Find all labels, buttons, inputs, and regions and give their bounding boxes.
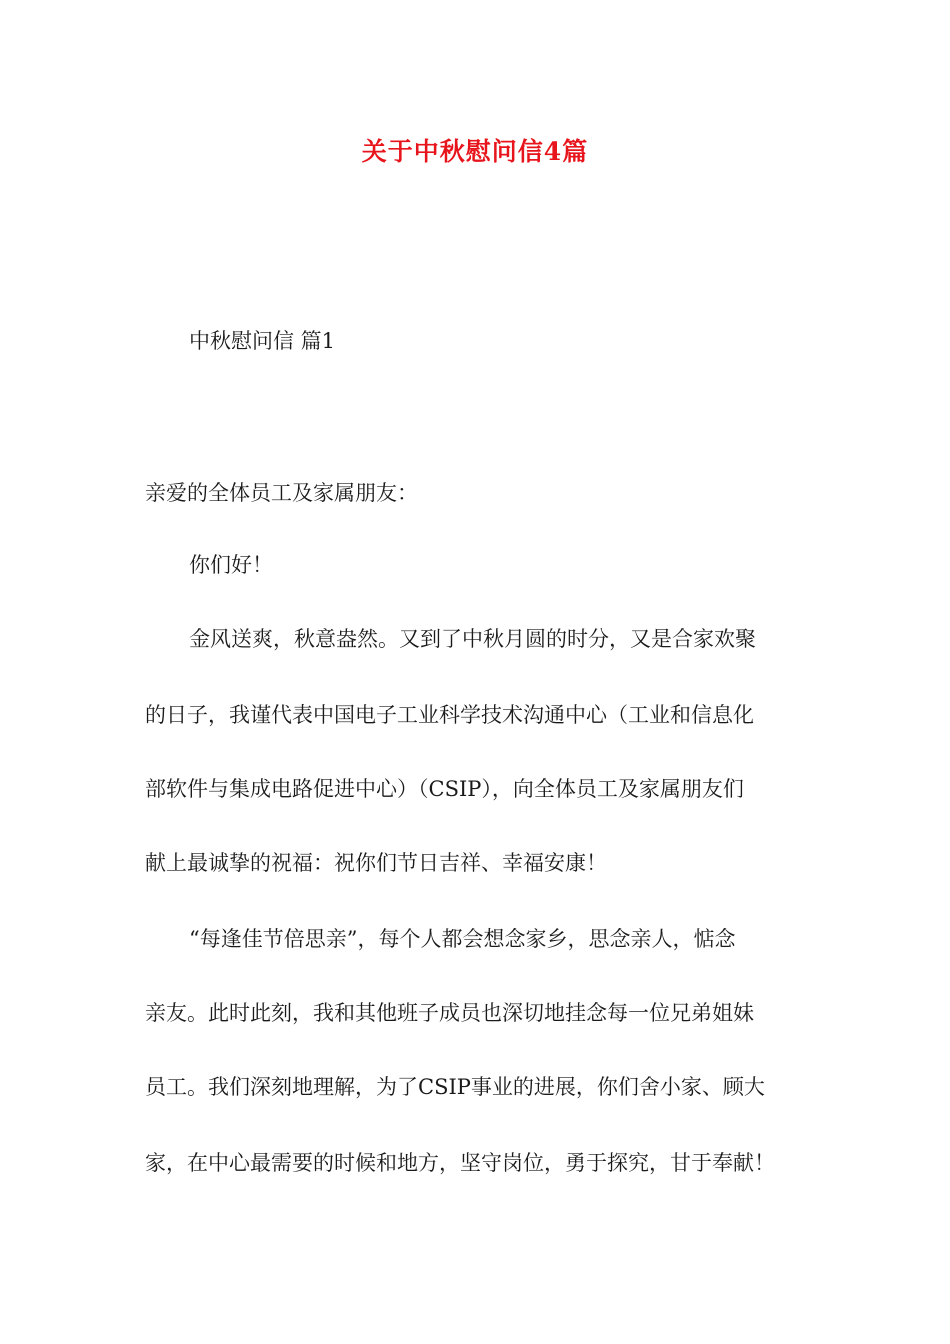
salutation: 亲爱的全体员工及家属朋友：: [145, 481, 418, 505]
greeting: 你们好！: [189, 553, 273, 577]
section-heading: 中秋慰问信 篇1: [189, 329, 336, 353]
paragraph-2-line-3: 员工。我们深刻地理解，为了CSIP事业的进展，你们舍小家、顾大: [145, 1075, 765, 1099]
paragraph-1-line-3: 部软件与集成电路促进中心）（CSIP），向全体员工及家属朋友们: [145, 777, 744, 801]
paragraph-1-line-4: 献上最诚挚的祝福：祝你们节日吉祥、幸福安康！: [145, 851, 607, 875]
paragraph-1-line-1: 金风送爽，秋意盎然。又到了中秋月圆的时分，又是合家欢聚: [189, 627, 756, 651]
document-title: 关于中秋慰问信4篇: [361, 137, 589, 166]
paragraph-2-line-1: “每逢佳节倍思亲”，每个人都会想念家乡，思念亲人，惦念: [189, 927, 736, 951]
paragraph-2-line-2: 亲友。此时此刻，我和其他班子成员也深切地挂念每一位兄弟姐妹: [145, 1001, 754, 1025]
paragraph-2-line-4: 家，在中心最需要的时候和地方，坚守岗位，勇于探究，甘于奉献！: [145, 1151, 775, 1175]
paragraph-1-line-2: 的日子，我谨代表中国电子工业科学技术沟通中心（工业和信息化: [145, 703, 754, 727]
